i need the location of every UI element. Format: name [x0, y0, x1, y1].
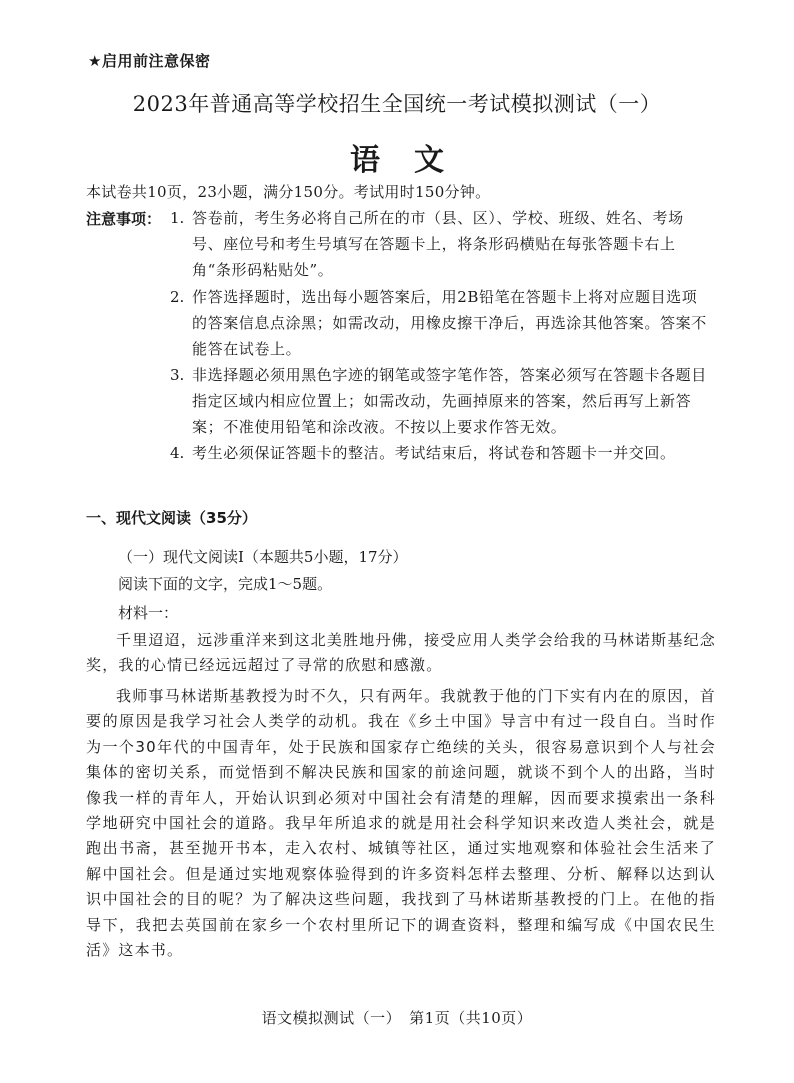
notice-item-number: 1. — [170, 209, 185, 227]
notice-item-number: 4. — [170, 444, 185, 462]
notice-item-text: 作答选择题时，选出每小题答案后，用2B铅笔在答题卡上将对应题目选项的答案信息点涂黑；如需改动，用橡皮擦干净后，再选涂其他答案。答案不能答在试卷上。 — [192, 288, 707, 358]
notice-item-text: 非选择题必须用黑色字迹的钢笔或签字笔作答，答案必须写在答题卡各题目指定区域内相应位置上；如需改动，先画掉原来的答案，然后再写上新答案；不准使用铅笔和涂改液。不按以上要求作答无效。 — [192, 366, 707, 436]
confidential-mark: ★启用前注意保密 — [88, 52, 211, 70]
notice-item-number: 3. — [170, 366, 185, 384]
notice-item — [170, 284, 710, 362]
passage-paragraph: 我师事马林诺斯基教授为时不久，只有两年。我就教于他的门下实有内在的原因，首要的原因是我学习社会人类学的动机。我在《乡土中国》导言中有过一段自白。当时作为一个30年代的中国青年，处于民族和国家存亡绝续的关头，很容易意识到个人与社会集体的密切关系，而觉悟到不解决民族和国家的前途问题，就谈不到个人的出路，当时像我一样的青年人，开始认识到必须对中国社会有清楚的理解，因而要求摸索出一条科学地研究中国社会的道路。我早年所追求的就是用社会科学知识来改造人类社会，就是跑出书斋，甚至抛开书本，走入农村、城镇等社区，通过实地观察和体验社会生活来了解中国社会。但是通过实地观察体验得到的许多资料怎样去整理、分析、解释以达到认识中国社会的目的呢？为了解决这些问题，我找到了马林诺斯基教授的门上。在他的指导下，我把去英国前在家乡一个农村里所记下的调查资料，整理和编写成《中国农民生活》这本书。 — [86, 687, 716, 960]
notice-item-text: 答卷前，考生务必将自己所在的市（县、区）、学校、班级、姓名、考场号、座位号和考生号填写在答题卡上，将条形码横贴在每张答题卡右上角“条形码粘贴处”。 — [192, 209, 684, 279]
notice-item — [170, 440, 710, 466]
material-label: 材料一： — [118, 604, 179, 622]
reading-instruction: 阅读下面的文字，完成1～5题。 — [118, 575, 333, 593]
exam-title: 2023年普通高等学校招生全国统一考试模拟测试（一） — [132, 92, 662, 116]
section-heading: 一、现代文阅读（35分） — [86, 509, 257, 527]
passage-paragraph: 千里迢迢，远涉重洋来到这北美胜地丹佛，接受应用人类学会给我的马林诺斯基纪念奖，我的心情已经远远超过了寻常的欣慰和感激。 — [86, 631, 716, 675]
exam-info: 本试卷共10页，23小题，满分150分。考试用时150分钟。 — [86, 183, 491, 201]
notice-label: 注意事项： — [86, 210, 162, 228]
notice-item — [170, 362, 710, 440]
notice-item-number: 2. — [170, 288, 185, 306]
subsection-heading: （一）现代文阅读Ⅰ（本题共5小题，17分） — [118, 548, 408, 566]
page-footer: 语文模拟测试（一） 第1页（共10页） — [261, 1009, 533, 1027]
notice-item-text: 考生必须保证答题卡的整洁。考试结束后，将试卷和答题卡一并交回。 — [192, 444, 676, 462]
subject-title: 语文 — [350, 143, 478, 178]
notice-item — [170, 205, 710, 283]
